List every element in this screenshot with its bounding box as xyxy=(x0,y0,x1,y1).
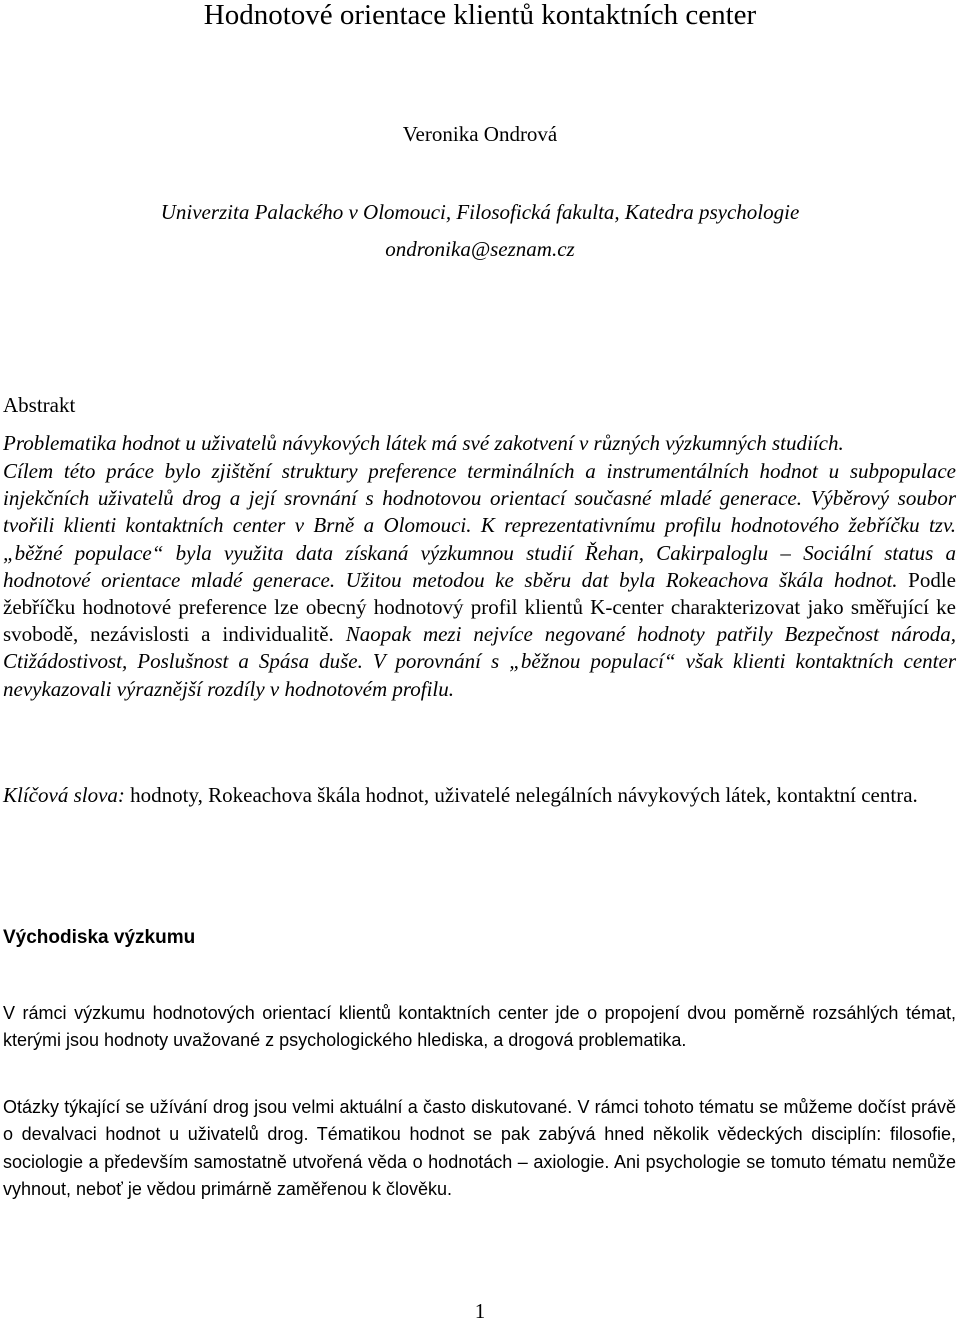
section-heading: Východiska výzkumu xyxy=(3,927,196,948)
abstract-intro-line: Problematika hodnot u uživatelů návykových látek má své zakotvení v různých výzkumných studiích. xyxy=(3,431,844,455)
page-number: 1 xyxy=(474,1299,486,1323)
author-email: ondronika@seznam.cz xyxy=(385,237,575,261)
paper-title: Hodnotové orientace klientů kontaktních center xyxy=(203,0,757,31)
abstract-text-2: Podle žebříčku hodnotové preference lze obecný hodnotový profil klientů K-center charakterizovat jako směřující ke svobodě, nezávislosti a individualitě. xyxy=(3,567,956,647)
keywords xyxy=(3,782,956,809)
keywords-label: Klíčová slova: xyxy=(3,783,125,807)
body-paragraph-2: Otázky týkající se užívání drog jsou velmi aktuální a často diskutované. V rámci tohoto tématu se můžeme dočíst právě o devalvaci hodnot u uživatelů drog. Tématikou hodnot se pak zabývá hned několik vědeckých disciplín: filosofie, sociologie a především samostatně utvořená věda o hodnotách – axiologie. Ani psychologie se tomuto tématu nemůže vyhnout, neboť je vědou primárně zaměřenou k člověku. xyxy=(3,1097,956,1200)
abstract-text-4: V porovnání s „běžnou populací“ však klienti kontaktních center nevykazovali výraznější rozdíly v hodnotovém profilu. xyxy=(3,649,956,701)
author-affiliation: Univerzita Palackého v Olomouci, Filosofická fakulta, Katedra psychologie xyxy=(160,200,800,224)
keywords-text: hodnoty, Rokeachova škála hodnot, uživatelé nelegálních návykových látek, kontaktní centra. xyxy=(124,783,918,807)
author-name: Veronika Ondrová xyxy=(402,122,558,146)
body-paragraph-1: V rámci výzkumu hodnotových orientací klientů kontaktních center jde o propojení dvou poměrně rozsáhlých témat, kterými jsou hodnoty uvažované z psychologického hlediska, a drogová problematika. xyxy=(3,1003,956,1051)
abstract-text-1: Cílem této práce bylo zjištění struktury preference terminálních a instrumentálních hodnot u subpopulace injekčních uživatelů drog a její srovnání s hodnotovou orientací současné mladé generace. Výběrový soubor tvořili klienti kontaktních center v Brně a Olomouci. K reprezentativnímu profilu hodnotového žebříčku tzv. „běžné populace“ byla využita data získaná výzkumnou studií Řehan, Cakirpaloglu – Sociální status a hodnotové orientace mladé generace. Užitou metodou ke sběru dat byla Rokeachova škála hodnot. xyxy=(3,459,956,592)
abstract-body xyxy=(3,458,956,703)
abstract-heading: Abstrakt xyxy=(3,393,76,417)
abstract-text-3: Naopak mezi nejvíce negované hodnoty patřily Bezpečnost národa, Ctižádostivost, Poslušnost a Spása duše. xyxy=(3,622,957,674)
